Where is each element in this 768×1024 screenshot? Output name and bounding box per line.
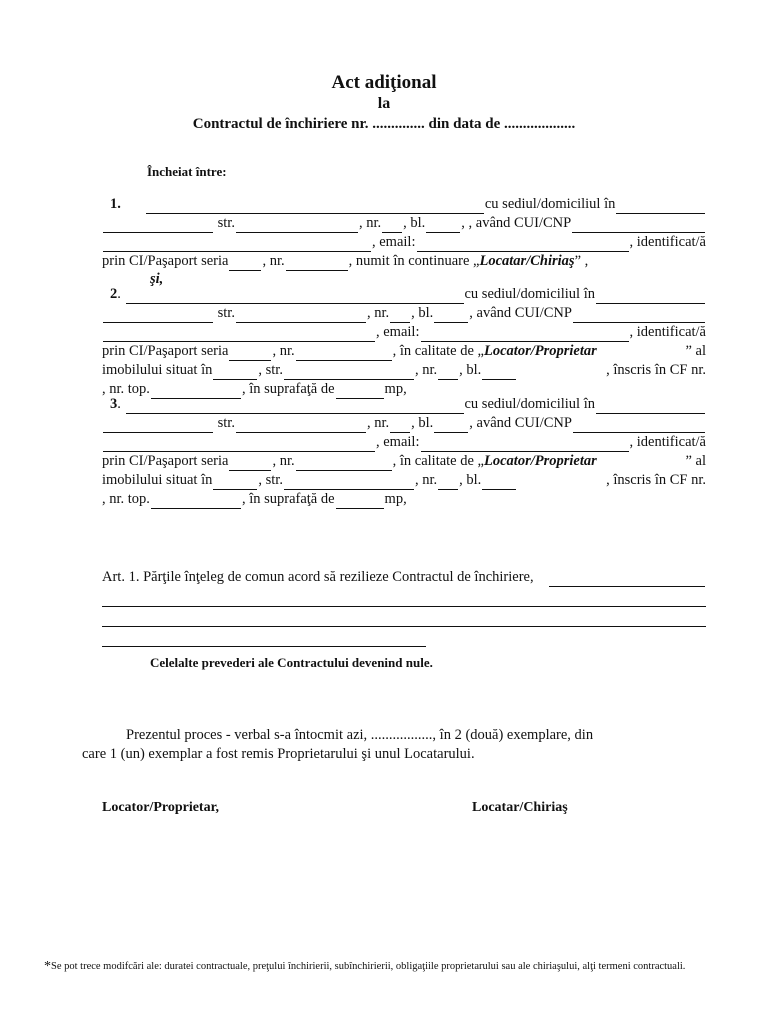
other-provisions: Celelalte prevederi ale Contractului devenind nule.: [150, 655, 433, 670]
area-label: , în suprafaţă de: [241, 381, 335, 397]
party-1-line-1: [102, 195, 706, 214]
party-2-property-street-field[interactable]: [284, 365, 414, 380]
party-2-line-4: [102, 342, 706, 361]
party-3-block: [102, 395, 706, 509]
document-subtitle: la: [377, 95, 391, 112]
identified-label: , identificat/ă: [629, 434, 706, 450]
tenant-role: Locatar/Chiriaş: [479, 253, 575, 269]
party-3-line-4: [102, 452, 706, 471]
article-1-field-2[interactable]: [102, 587, 706, 607]
party-2-line-3: [102, 323, 706, 342]
cf-label: , înscris în CF nr.: [606, 472, 706, 488]
party-3-bl-field[interactable]: [434, 418, 468, 433]
party-3-property-city-field[interactable]: [213, 475, 257, 490]
party-2-city-field[interactable]: [103, 308, 213, 323]
document-title: Act adiţional: [331, 72, 437, 93]
party-2-street-field[interactable]: [236, 308, 366, 323]
top-label: , nr. top.: [102, 381, 150, 397]
email-label: , email:: [376, 434, 420, 450]
proces-verbal-line-1: Prezentul proces - verbal s-a întocmit azi, ................., în 2 (două) exemplare, din: [126, 727, 594, 743]
article-1: [102, 568, 706, 647]
identified-label: , identificat/ă: [629, 324, 706, 340]
party-2-nr-field[interactable]: [390, 308, 410, 323]
area-label: , în suprafaţă de: [241, 491, 335, 507]
party-3-line-1: 3 . cu sediul/domiciliul în: [102, 395, 706, 414]
property-bl-label: , bl.: [459, 472, 482, 488]
article-1-text: Art. 1. Părţile înţeleg de comun acord să rezilieze Contractul de închiriere,: [102, 569, 534, 585]
signature-tenant: Locatar/Chiriaş: [472, 800, 568, 815]
party-2-passport-nr-field[interactable]: [296, 346, 392, 361]
party-2-number: 2: [110, 286, 118, 302]
mp-label: mp,: [384, 491, 407, 507]
party-3-nr-field[interactable]: [390, 418, 410, 433]
article-1-field-3[interactable]: [102, 607, 706, 627]
party-2-property-nr-field[interactable]: [438, 365, 458, 380]
party-3-street-field[interactable]: [236, 418, 366, 433]
top-label: , nr. top.: [102, 491, 150, 507]
party-1-block: [102, 195, 706, 271]
email-label: , email:: [376, 324, 420, 340]
party-2-email-field[interactable]: [421, 327, 629, 342]
street-label: str.: [217, 415, 235, 431]
party-2-line-1: 2 . cu sediul/domiciliul în: [102, 285, 706, 304]
seat-label: cu sediul/domiciliul în: [464, 286, 595, 302]
passport-nr-label: , nr.: [272, 343, 295, 359]
party-1-street-field[interactable]: [236, 218, 358, 233]
contract-reference: Contractul de închiriere nr. .............. din data de ...................: [192, 116, 576, 132]
owner-role: Locator/Proprietar: [484, 453, 597, 469]
party-3-seat-field[interactable]: [596, 399, 705, 414]
al-label: ” al: [685, 453, 706, 469]
party-1-number: 1.: [110, 196, 121, 212]
intro-heading: Încheiat între:: [147, 164, 227, 179]
party-3-property-nr-field[interactable]: [438, 475, 458, 490]
party-3-cui-field[interactable]: [573, 418, 705, 433]
party-3-line-6: [102, 490, 706, 509]
cf-label: , înscris în CF nr.: [606, 362, 706, 378]
cui-label: , având CUI/CNP: [469, 415, 572, 431]
nr-label: , nr.: [366, 305, 390, 321]
party-1-extra-field[interactable]: [103, 237, 371, 252]
party-2-cui-field[interactable]: [573, 308, 705, 323]
party-3-name-field[interactable]: [126, 399, 464, 414]
party-1-line-3: [102, 233, 706, 252]
nr-label: , nr.: [366, 415, 390, 431]
party-2-series-field[interactable]: [229, 346, 271, 361]
party-2-property-bl-field[interactable]: [482, 365, 516, 380]
party-3-area-field[interactable]: [336, 494, 384, 509]
party-3-email-field[interactable]: [421, 437, 629, 452]
street-label: str.: [217, 305, 235, 321]
passport-label: prin CI/Paşaport seria: [102, 253, 229, 269]
party-1-name-field[interactable]: [146, 199, 484, 214]
party-1-passport-nr-field[interactable]: [286, 256, 348, 271]
party-3-line-2: [102, 414, 706, 433]
party-3-line-5: [102, 471, 706, 490]
in-quality-label: , în calitate de „: [392, 343, 484, 359]
al-label: ” al: [685, 343, 706, 359]
property-street-label: , str.: [258, 472, 283, 488]
proces-verbal-paragraph: [82, 726, 706, 764]
passport-nr-label: , nr.: [272, 453, 295, 469]
party-3-number: 3: [110, 396, 118, 412]
identified-label: , identificat/ă: [629, 234, 706, 250]
owner-role: Locator/Proprietar: [484, 343, 597, 359]
passport-label: prin CI/Paşaport seria: [102, 453, 229, 469]
party-2-line-2: [102, 304, 706, 323]
mp-label: mp,: [384, 381, 407, 397]
party-1-seat-field[interactable]: [616, 199, 705, 214]
article-1-field-1[interactable]: [549, 572, 705, 587]
party-1-line-4: [102, 252, 706, 271]
signature-owner: Locator/Proprietar,: [102, 800, 220, 815]
street-label: str.: [217, 215, 235, 231]
passport-label: prin CI/Paşaport seria: [102, 343, 229, 359]
party-3-passport-nr-field[interactable]: [296, 456, 392, 471]
party-3-property-street-field[interactable]: [284, 475, 414, 490]
property-label: imobilului situat în: [102, 362, 213, 378]
party-2-line-5: [102, 361, 706, 380]
party-2-name-field[interactable]: [126, 289, 464, 304]
cui-label: , având CUI/CNP: [469, 305, 572, 321]
seat-label: cu sediul/domiciliul în: [464, 396, 595, 412]
footnote-star: *: [44, 959, 51, 974]
bl-label: , bl.: [411, 305, 434, 321]
footnote-text: Se pot trece modifcări ale: duratei contractuale, preţului închirierii, subînchirierii, obligaţiile proprietarului sau ale chiriaşului, alţi termeni contractuali.: [51, 961, 686, 972]
proces-verbal-line-2: care 1 (un) exemplar a fost remis Proprietarului şi unul Locatarului.: [82, 746, 475, 762]
party-1-city-field[interactable]: [103, 218, 213, 233]
party-2-bl-field[interactable]: [434, 308, 468, 323]
passport-nr-label: , nr.: [262, 253, 285, 269]
party-1-bl-field[interactable]: [426, 218, 460, 233]
in-quality-label: , în calitate de „: [392, 453, 484, 469]
nr-label: , nr.: [358, 215, 382, 231]
property-nr-label: , nr.: [414, 472, 438, 488]
party-3-line-3: [102, 433, 706, 452]
party-2-seat-field[interactable]: [596, 289, 705, 304]
party-1-series-field[interactable]: [229, 256, 261, 271]
property-bl-label: , bl.: [459, 362, 482, 378]
email-label: , email:: [372, 234, 416, 250]
party-3-top-field[interactable]: [151, 494, 241, 509]
party-1-line-2: [102, 214, 706, 233]
party-3-city-field[interactable]: [103, 418, 213, 433]
party-1-email-field[interactable]: [417, 237, 629, 252]
party-3-property-bl-field[interactable]: [482, 475, 516, 490]
bl-label: , bl.: [403, 215, 426, 231]
party-2-block: [102, 285, 706, 399]
bl-label: , bl.: [411, 415, 434, 431]
cui-label: , , având CUI/CNP: [461, 215, 572, 231]
and-conjunction: şi,: [150, 271, 164, 287]
named-label: , numit în continuare „: [348, 253, 480, 269]
party-1-cui-field[interactable]: [572, 218, 705, 233]
property-label: imobilului situat în: [102, 472, 213, 488]
footnote: [44, 960, 724, 974]
property-street-label: , str.: [258, 362, 283, 378]
seat-label: cu sediul/domiciliul în: [484, 196, 616, 212]
party-2-extra-field[interactable]: [103, 327, 375, 342]
party-3-extra-field[interactable]: [103, 437, 375, 452]
close-quote: ” ,: [574, 253, 589, 269]
article-1-field-4[interactable]: [102, 627, 426, 647]
party-3-series-field[interactable]: [229, 456, 271, 471]
party-2-property-city-field[interactable]: [213, 365, 257, 380]
party-1-nr-field[interactable]: [382, 218, 402, 233]
property-nr-label: , nr.: [414, 362, 438, 378]
article-1-line-1: [102, 568, 706, 587]
